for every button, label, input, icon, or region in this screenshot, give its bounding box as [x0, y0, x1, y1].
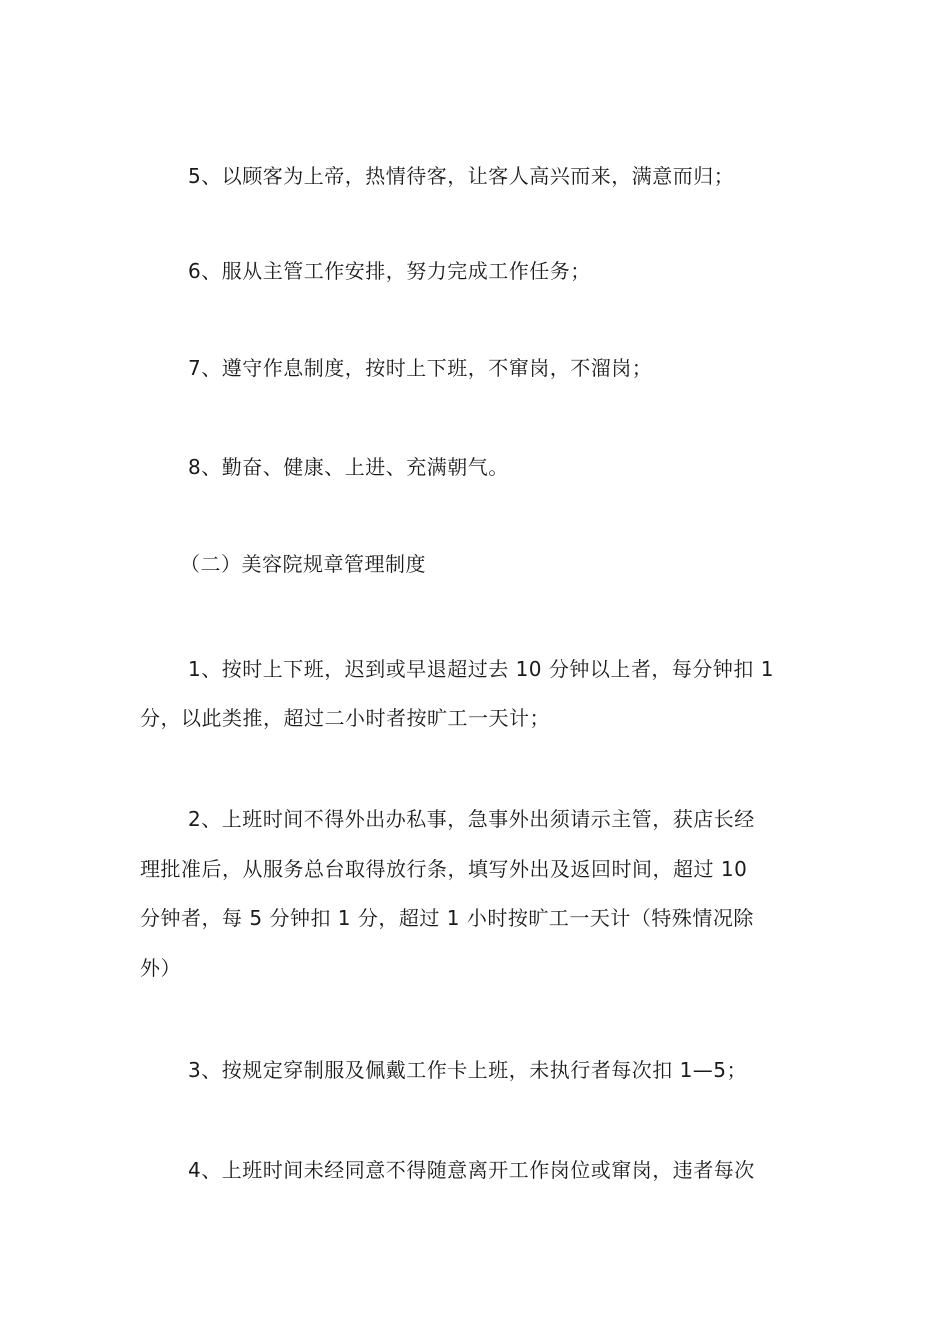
rule-3-line-1: 3、按规定穿制服及佩戴工作卡上班，未执行者每次扣 1—5；: [188, 1058, 748, 1082]
rule-1-line-1: 1、按时上下班，迟到或早退超过去 10 分钟以上者，每分钟扣 1: [188, 657, 774, 681]
list-item-7: 7、遵守作息制度，按时上下班，不窜岗，不溜岗；: [188, 356, 653, 380]
rule-1-line-2: 分，以此类推，超过二小时者按旷工一天计；: [140, 706, 550, 730]
rule-4-line-1: 4、上班时间未经同意不得随意离开工作岗位或窜岗，违者每次: [188, 1158, 755, 1182]
rule-2-line-3: 分钟者，每 5 分钟扣 1 分，超过 1 小时按旷工一天计（特殊情况除: [140, 906, 754, 930]
section-heading: （二）美容院规章管理制度: [180, 552, 426, 576]
rule-2-line-2: 理批准后，从服务总台取得放行条，填写外出及返回时间，超过 10: [140, 857, 748, 881]
list-item-8: 8、勤奋、健康、上进、充满朝气。: [188, 455, 509, 479]
rule-2-line-1: 2、上班时间不得外出办私事，急事外出须请示主管，获店长经: [188, 807, 755, 831]
list-item-5: 5、以顾客为上帝，热情待客，让客人高兴而来，满意而归；: [188, 164, 735, 188]
list-item-6: 6、服从主管工作安排，努力完成工作任务；: [188, 259, 591, 283]
rule-2-line-4: 外）: [140, 956, 181, 980]
